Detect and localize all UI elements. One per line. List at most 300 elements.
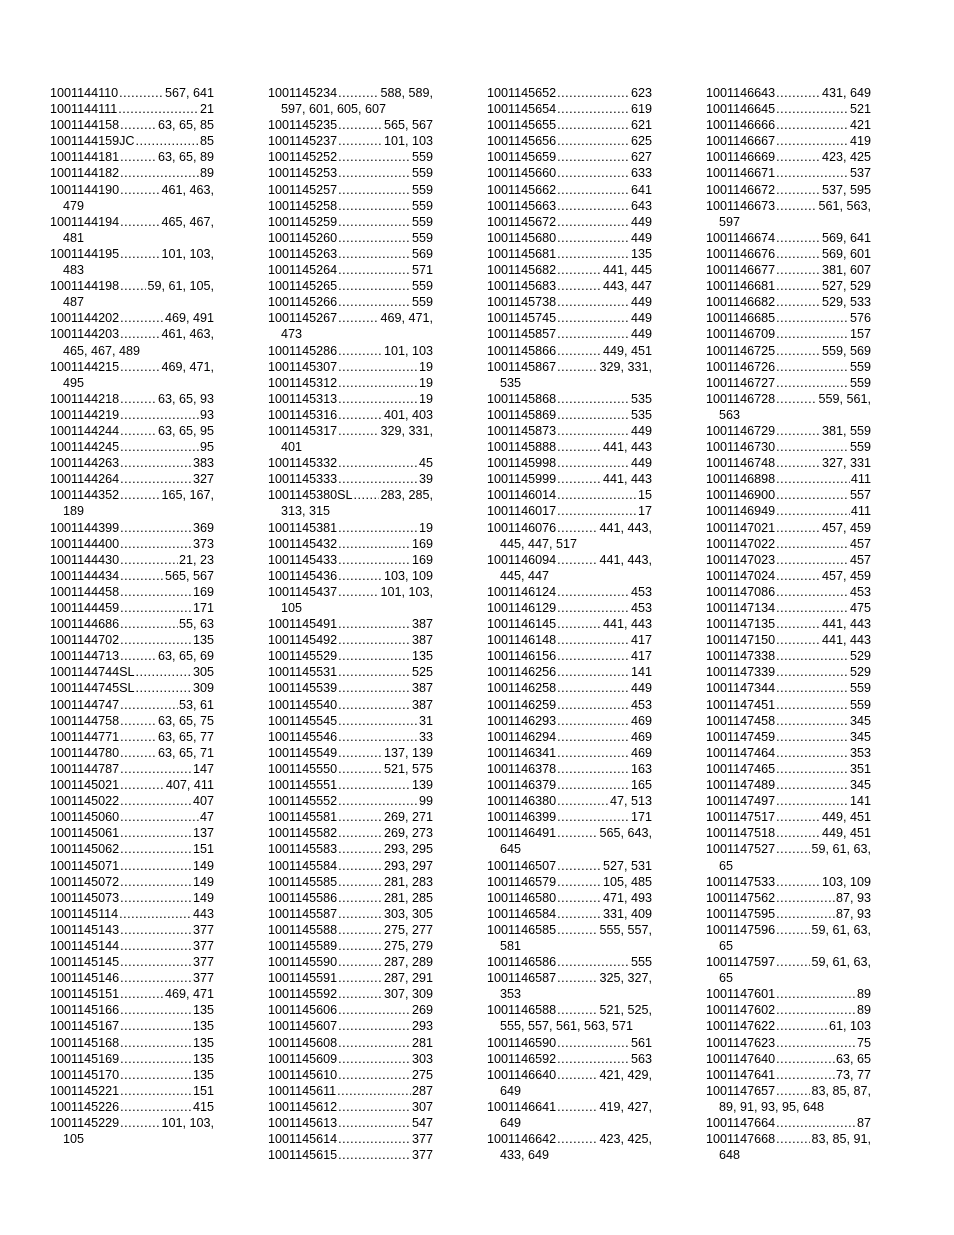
part-number: 1001145663 (487, 198, 557, 213)
index-entry (50, 600, 214, 616)
index-entry-line (487, 697, 652, 713)
index-entry-line (487, 133, 652, 149)
index-entry (706, 536, 871, 552)
part-number: 1001145540 (268, 697, 338, 712)
part-number: 1001146491 (487, 826, 557, 841)
dot-leader (557, 809, 630, 825)
dot-leader (557, 713, 630, 729)
index-entry-line (50, 182, 214, 198)
page-references: 529, 533 (821, 295, 871, 310)
index-entry (268, 922, 433, 938)
page-references: 171 (630, 810, 652, 825)
index-entry (50, 149, 214, 165)
dot-leader (557, 648, 630, 664)
index-entry-line (268, 343, 433, 359)
part-number: 1001147601 (706, 987, 776, 1002)
part-number: 1001147595 (706, 906, 776, 921)
dot-leader (776, 680, 849, 696)
dot-leader (776, 954, 810, 970)
index-entry-line (706, 101, 871, 117)
page-references: 309 (192, 681, 214, 696)
part-number: 1001145745 (487, 311, 557, 326)
page-references: 135 (192, 633, 214, 648)
page-references: 281 (411, 1035, 433, 1050)
part-number: 1001146642 (487, 1132, 557, 1147)
part-number: 1001144434 (50, 568, 120, 583)
page-references: 83, 85, 87, (811, 1083, 871, 1098)
part-number: 1001145313 (268, 391, 338, 406)
dot-leader (776, 246, 821, 262)
index-entry-line (50, 777, 214, 793)
index-entry-line (50, 680, 214, 696)
index-entry (268, 520, 433, 536)
dot-leader (120, 310, 164, 326)
dot-leader (776, 536, 849, 552)
page-references-continued: 535 (500, 375, 522, 390)
index-entry-line (487, 439, 652, 455)
part-number: 1001144202 (50, 311, 120, 326)
index-entry (268, 938, 433, 954)
part-number: 1001146017 (487, 504, 557, 519)
index-entry (706, 761, 871, 777)
dot-leader (776, 133, 849, 149)
index-entry (706, 697, 871, 713)
index-entry (706, 584, 871, 600)
index-entry-line (50, 423, 214, 439)
index-entry-line (706, 133, 871, 149)
part-number: 1001146378 (487, 761, 557, 776)
dot-leader (338, 761, 383, 777)
page-references: 419, 427, (599, 1099, 652, 1114)
index-entry (268, 809, 433, 825)
index-entry-line (706, 809, 871, 825)
index-entry (50, 423, 214, 439)
index-entry (706, 713, 871, 729)
part-number: 1001146586 (487, 955, 557, 970)
index-entry (706, 632, 871, 648)
index-entry-line (487, 1051, 652, 1067)
part-number: 1001146677 (706, 263, 776, 278)
index-entry (50, 680, 214, 696)
page-references: 345 (849, 778, 871, 793)
dot-leader (120, 1099, 192, 1115)
page-references: 63, 65, 85 (157, 118, 214, 133)
part-number: 1001146949 (706, 504, 776, 519)
part-number: 1001144430 (50, 552, 120, 567)
page-references: 345 (849, 729, 871, 744)
index-entry-line (268, 858, 433, 874)
page-references: 527, 529 (821, 279, 871, 294)
page-references: 63, 65 (835, 1051, 871, 1066)
page-references: 21 (199, 102, 214, 117)
part-number: 1001145312 (268, 375, 338, 390)
part-number: 1001145589 (268, 938, 338, 953)
dot-leader (776, 439, 849, 455)
page-references: 345 (849, 713, 871, 728)
part-number: 1001145264 (268, 263, 338, 278)
page-references: 421, 429, (599, 1067, 652, 1082)
dot-leader (338, 664, 411, 680)
part-number: 1001145226 (50, 1099, 120, 1114)
part-number: 1001146685 (706, 311, 776, 326)
index-entry (487, 407, 652, 423)
index-entry (50, 359, 214, 391)
dot-leader (776, 1018, 828, 1034)
page-references: 307, 309 (383, 987, 433, 1002)
index-entry-line (706, 439, 871, 455)
part-number: 1001145073 (50, 890, 120, 905)
dot-leader (338, 133, 383, 149)
page-references: 275, 277 (383, 922, 433, 937)
page-references: 269 (411, 1003, 433, 1018)
index-entry (50, 326, 214, 358)
index-entry-line (706, 455, 871, 471)
page-references: 85 (199, 134, 214, 149)
dot-leader (120, 632, 192, 648)
dot-leader (338, 85, 379, 101)
part-number: 1001145591 (268, 971, 338, 986)
dot-leader (776, 729, 849, 745)
index-entry-line (487, 729, 652, 745)
index-entry-line (50, 922, 214, 938)
part-number: 1001145606 (268, 1003, 338, 1018)
index-entry (487, 133, 652, 149)
index-entry (706, 1018, 871, 1034)
index-entry-line (487, 809, 652, 825)
dot-leader (557, 680, 630, 696)
dot-leader (557, 198, 630, 214)
page-references: 469, 471, (161, 359, 214, 374)
page-references: 559 (849, 375, 871, 390)
index-entry (268, 165, 433, 181)
page-references: 377 (192, 922, 214, 937)
page-references: 449 (630, 327, 652, 342)
index-entry (50, 1099, 214, 1115)
page-references: 351 (849, 761, 871, 776)
part-number: 1001145873 (487, 423, 557, 438)
index-entry (268, 713, 433, 729)
dot-leader (338, 552, 411, 568)
page-references: 21, 23 (178, 552, 214, 567)
dot-leader (338, 568, 383, 584)
page-references: 93 (199, 407, 214, 422)
dot-leader (120, 326, 160, 342)
page-references: 87, 93 (835, 906, 871, 921)
index-entry (487, 294, 652, 310)
index-entry (268, 294, 433, 310)
index-entry-line (487, 503, 652, 519)
page-references: 141 (630, 665, 652, 680)
dot-leader (338, 809, 383, 825)
dot-leader (776, 568, 821, 584)
dot-leader (120, 600, 192, 616)
index-entry (706, 165, 871, 181)
index-entry (706, 439, 871, 455)
dot-leader (120, 391, 157, 407)
part-number: 1001145582 (268, 826, 338, 841)
part-number: 1001145021 (50, 778, 120, 793)
page-references-continued: 105 (281, 601, 303, 615)
index-entry (50, 439, 214, 455)
page-references: 135 (411, 649, 433, 664)
page-references-continued: 481 (63, 230, 85, 245)
part-number: 1001145145 (50, 955, 120, 970)
dot-leader (338, 825, 383, 841)
index-entry (50, 520, 214, 536)
index-entry-line (50, 165, 214, 181)
dot-leader (120, 536, 192, 552)
index-entry (706, 359, 871, 375)
index-entry (706, 294, 871, 310)
dot-leader (776, 310, 849, 326)
dot-leader (776, 1115, 856, 1131)
part-number: 1001146094 (487, 552, 557, 567)
index-entry-line (268, 1115, 433, 1131)
page-references: 475 (849, 601, 871, 615)
index-entry-line (706, 793, 871, 809)
index-entry-line (706, 85, 871, 101)
index-entry-line (706, 1115, 871, 1131)
index-entry-line (706, 343, 871, 359)
index-entry-line (268, 246, 433, 262)
index-entry (268, 375, 433, 391)
index-entry (706, 825, 871, 841)
index-entry-line (487, 890, 652, 906)
index-entry-line (50, 954, 214, 970)
page-references: 381, 559 (821, 423, 871, 438)
page-references: 149 (192, 890, 214, 905)
dot-leader (557, 1035, 630, 1051)
page-references: 529 (849, 665, 871, 680)
index-entry-line (50, 664, 214, 680)
index-entry (268, 246, 433, 262)
index-entry (487, 552, 652, 584)
dot-leader (776, 761, 849, 777)
dot-leader (557, 1067, 598, 1083)
part-number: 1001145061 (50, 826, 120, 841)
page-references: 151 (192, 842, 214, 857)
part-number: 1001145114 (50, 906, 119, 921)
part-number: 1001145546 (268, 729, 338, 744)
page-references-continued: 65 (719, 971, 734, 986)
index-entry-line (706, 326, 871, 342)
index-entry-line (268, 471, 433, 487)
index-entry-line (706, 890, 871, 906)
page-references-continued: 445, 447, 517 (500, 536, 578, 551)
index-entry-line (487, 664, 652, 680)
dot-leader (776, 182, 821, 198)
index-entry-line (706, 616, 871, 632)
part-number: 1001145867 (487, 359, 557, 374)
page-references: 45 (418, 456, 433, 471)
index-entry-line (487, 874, 652, 890)
page-references: 47, 513 (609, 794, 652, 809)
page-references: 383 (192, 456, 214, 471)
index-entry-line (706, 729, 871, 745)
index-entry (706, 1002, 871, 1018)
index-entry (268, 455, 433, 471)
index-entry (706, 616, 871, 632)
page-references: 449 (630, 423, 652, 438)
dot-leader (120, 149, 157, 165)
page-references: 17 (637, 504, 652, 519)
index-entry-line (268, 294, 433, 310)
part-number: 1001146727 (706, 375, 776, 390)
page-references: 377 (411, 1132, 433, 1147)
index-entry (487, 214, 652, 230)
dot-leader (338, 182, 411, 198)
dot-leader (338, 729, 418, 745)
dot-leader (338, 1051, 411, 1067)
index-entry (268, 182, 433, 198)
part-number: 1001145167 (50, 1019, 120, 1034)
part-number: 1001146148 (487, 633, 557, 648)
part-number: 1001145866 (487, 343, 557, 358)
part-number: 1001147518 (706, 826, 776, 841)
dot-leader (557, 278, 602, 294)
part-number: 1001146124 (487, 584, 557, 599)
part-number: 1001145672 (487, 214, 557, 229)
dot-leader (119, 906, 192, 922)
index-entry-line (706, 262, 871, 278)
dot-leader (557, 777, 630, 793)
page-references: 89 (199, 166, 214, 181)
page-references: 449 (630, 295, 652, 310)
dot-leader (120, 761, 192, 777)
index-column-1 (50, 85, 214, 1147)
part-number: 1001146076 (487, 520, 557, 535)
page-references: 559 (411, 230, 433, 245)
index-entry (487, 439, 652, 455)
dot-leader (776, 632, 821, 648)
index-entry-line (50, 520, 214, 536)
page-references-continued: 649 (500, 1083, 522, 1098)
part-number: 1001146726 (706, 359, 776, 374)
index-entry (487, 1131, 652, 1163)
page-references: 73, 77 (835, 1067, 871, 1082)
index-entry (706, 648, 871, 664)
index-entry (706, 568, 871, 584)
index-entry-line (487, 777, 652, 793)
index-entry (50, 391, 214, 407)
page-references: 103, 109 (383, 568, 433, 583)
index-entry-line (50, 149, 214, 165)
index-entry (706, 133, 871, 149)
index-entry-line (268, 1147, 433, 1163)
page-references: 303, 305 (383, 906, 433, 921)
index-entry (268, 825, 433, 841)
dot-leader (557, 664, 630, 680)
index-entry (706, 890, 871, 906)
page-references-continued: 597 (719, 214, 741, 229)
index-entry (706, 1083, 871, 1115)
index-entry (487, 326, 652, 342)
page-references: 157 (849, 327, 871, 342)
part-number: 1001145551 (268, 778, 338, 793)
index-entry-line (268, 825, 433, 841)
page-references: 135 (192, 1035, 214, 1050)
index-entry (706, 809, 871, 825)
part-number: 1001145144 (50, 938, 120, 953)
dot-leader (338, 1035, 411, 1051)
index-entry (50, 906, 214, 922)
index-entry-line (50, 793, 214, 809)
dot-leader (338, 970, 383, 986)
index-entry-line (268, 729, 433, 745)
index-entry-line (706, 182, 871, 198)
dot-leader (338, 906, 383, 922)
index-entry (706, 1051, 871, 1067)
index-entry-line (50, 938, 214, 954)
page-references: 33 (418, 729, 433, 744)
index-entry (268, 777, 433, 793)
page-references: 63, 65, 89 (157, 150, 214, 165)
page-references: 275, 279 (383, 938, 433, 953)
index-entry (487, 165, 652, 181)
dot-leader (337, 1083, 411, 1099)
part-number: 1001144182 (50, 166, 120, 181)
dot-leader (776, 375, 849, 391)
page-references: 373 (192, 536, 214, 551)
part-number: 1001147489 (706, 778, 776, 793)
page-references: 521, 525, (599, 1003, 652, 1018)
part-number: 1001145857 (487, 327, 557, 342)
page-references: 135 (192, 1003, 214, 1018)
index-entry (487, 246, 652, 262)
page-references: 561, 563, (818, 198, 871, 213)
part-number: 1001145062 (50, 842, 120, 857)
index-entry (268, 970, 433, 986)
index-entry-line (50, 697, 214, 713)
index-entry (268, 85, 433, 117)
page-references: 569 (411, 246, 433, 261)
dot-leader (338, 986, 383, 1002)
part-number: 1001147339 (706, 665, 776, 680)
dot-leader (776, 552, 849, 568)
page-references: 63, 65, 71 (157, 745, 214, 760)
part-number: 1001145683 (487, 279, 557, 294)
index-entry-line (487, 230, 652, 246)
dot-leader (338, 777, 411, 793)
part-number: 1001145539 (268, 681, 338, 696)
part-number: 1001147024 (706, 568, 776, 583)
part-number: 1001146640 (487, 1067, 557, 1082)
page-references: 63, 65, 95 (157, 423, 214, 438)
dot-leader (338, 536, 411, 552)
index-entry (487, 858, 652, 874)
index-entry (268, 117, 433, 133)
index-entry (268, 890, 433, 906)
index-entry-line (268, 745, 433, 761)
part-number: 1001145237 (268, 134, 338, 149)
part-number: 1001145888 (487, 440, 557, 455)
page-references: 559 (411, 279, 433, 294)
index-entry (268, 487, 433, 519)
dot-leader (120, 874, 192, 890)
page-references: 19 (418, 391, 433, 406)
index-entry (706, 375, 871, 391)
part-number: 1001145166 (50, 1003, 120, 1018)
part-number: 1001147497 (706, 794, 776, 809)
page-references: 141 (849, 794, 871, 809)
page-references: 441, 443 (821, 617, 871, 632)
page-references: 569, 601 (821, 246, 871, 261)
dot-leader (776, 278, 821, 294)
index-entry (706, 954, 871, 986)
index-entry (50, 1083, 214, 1099)
dot-leader (338, 1067, 411, 1083)
page-references-continued: 487 (63, 295, 85, 310)
